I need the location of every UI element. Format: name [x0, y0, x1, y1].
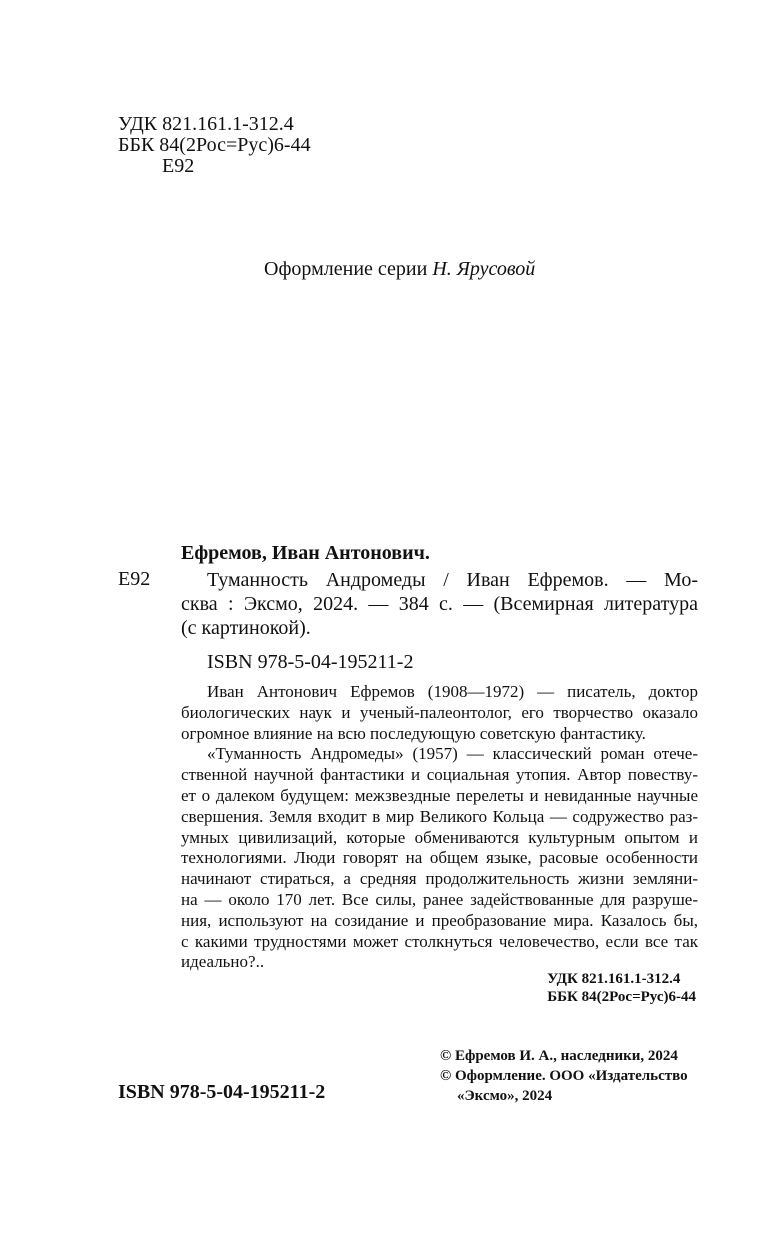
bbk-code: ББК 84(2Рос=Рус)6-44: [118, 134, 311, 156]
record-isbn: ISBN 978-5-04-195211-2: [207, 651, 414, 673]
copyright-design: © Оформление. ООО «Издательство: [440, 1068, 688, 1084]
annotation-line: умных цивилизаций, которые обмениваются культурным опытом и: [181, 827, 698, 847]
annotation-line: начинают стираться, а средняя продолжительность жизни земляни-: [181, 869, 698, 889]
annotation-line: ственной научной фантастики и социальная утопия. Автор повеству-: [181, 765, 698, 785]
series-designer-name: Н. Ярусовой: [432, 258, 536, 280]
annotation-line: Иван Антонович Ефремов (1908—1972) — писатель, доктор: [207, 682, 698, 701]
description-line: Туманность Андромеды / Иван Ефремов. — Мо-: [207, 569, 698, 591]
series-design-prefix: Оформление серии: [264, 258, 428, 280]
annotation-line: «Туманность Андромеды» (1957) — классический роман отече-: [207, 744, 698, 764]
record-description: [181, 568, 698, 640]
footer-isbn: ISBN 978-5-04-195211-2: [118, 1081, 326, 1103]
author-mark: Е92: [162, 155, 195, 177]
annotation-line: идеально?..: [181, 952, 265, 972]
classification-footer: [547, 970, 696, 1006]
annotation-line: ет о далеком будущем: межзвездные перелеты и невиданные научные: [181, 785, 698, 805]
annotation-line: ния, используют на созидание и преобразование мира. Казалось бы,: [181, 910, 698, 930]
record-author: Ефремов, Иван Антонович.: [181, 542, 430, 564]
copyright-design-cont: «Эксмо», 2024: [457, 1088, 553, 1104]
description-line: (с картинокой).: [181, 617, 311, 639]
annotation-line: технологиями. Люди говорят на общем языке, расовые особенности: [181, 848, 698, 868]
annotation-line: свершения. Земля входит в мир Великого Кольца — содружество раз-: [181, 806, 698, 826]
annotation-line: огромное влияние на всю последующую советскую фантастику.: [181, 723, 646, 743]
annotation: [181, 682, 698, 973]
bbk-code-footer: ББК 84(2Рос=Рус)6-44: [547, 989, 696, 1005]
udk-code-footer: УДК 821.161.1-312.4: [547, 971, 681, 987]
record-author-mark: Е92: [118, 568, 151, 590]
copyright-author: © Ефремов И. А., наследники, 2024: [440, 1048, 678, 1064]
udk-code: УДК 821.161.1-312.4: [118, 113, 294, 135]
annotation-line: на — около 170 лет. Все силы, ранее задействованные для разруше-: [181, 889, 698, 909]
copyright-notice: [440, 1046, 688, 1106]
description-line: сква : Эксмо, 2024. — 384 с. — (Всемирная литература: [181, 593, 698, 615]
annotation-line: биологических наук и ученый-палеонтолог, его творчество оказало: [181, 702, 698, 722]
classification-header: [118, 114, 311, 177]
annotation-line: с какими трудностями может столкнуться человечество, если все так: [181, 931, 698, 951]
